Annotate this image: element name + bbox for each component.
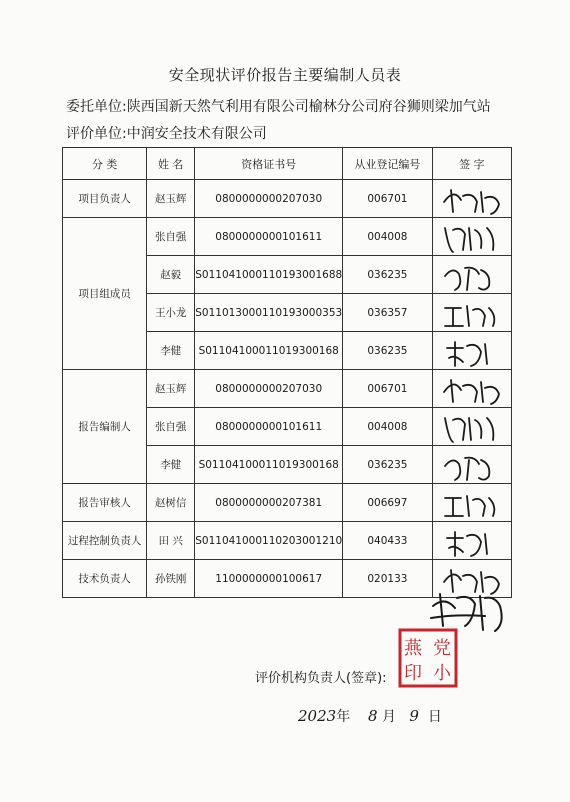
date-month-suffix: 月 [382,709,396,725]
date-day-suffix: 日 [427,709,442,725]
table-row [63,522,512,560]
table-row [63,218,512,256]
name-cell: 李健 [147,446,195,484]
header-signature: 签 字 [432,148,511,180]
reg-cell: 006701 [343,180,432,218]
signature-cell [432,370,511,408]
header-category: 分 类 [63,148,147,180]
cert-cell: 0800000000101611 [195,408,343,446]
name-cell: 李健 [147,332,195,370]
category-cell: 项目组成员 [63,218,147,370]
signature-mark [439,220,505,254]
name-cell: 赵树信 [147,484,195,522]
name-cell: 孙铁刚 [147,560,195,598]
date-year-suffix: 年 [336,709,351,725]
name-cell: 张自强 [147,408,195,446]
signature-cell [432,218,511,256]
signature-cell [432,332,511,370]
signature-cell [432,294,511,332]
svg-text:印: 印 [404,663,422,684]
evaluator-label: 评价单位: [66,126,127,142]
reg-cell: 036235 [343,446,432,484]
signature-mark [439,334,505,368]
client-value: 陕西国新天然气利用有限公司榆林分公司府谷狮则梁加气站 [126,99,491,115]
date-day: 9 [409,707,419,725]
cert-cell: 0800000000101611 [195,218,343,256]
cert-cell: 1100000000100617 [195,560,343,598]
staff-table [62,147,512,598]
category-cell: 报告编制人 [63,370,147,484]
reg-cell: 006697 [343,484,432,522]
name-cell: 王小龙 [147,294,195,332]
table-row [63,180,512,218]
category-cell: 技术负责人 [63,560,147,598]
cert-cell: 0800000000207381 [195,484,343,522]
page-title: 安全现状评价报告主要编制人员表 [168,66,402,84]
table-row [63,484,512,522]
client-line [66,96,491,116]
signature-cell [432,256,511,294]
name-cell: 田 兴 [147,522,195,560]
client-label: 委托单位: [66,99,127,115]
signature-cell [432,522,511,560]
cert-cell: 0800000000207030 [195,370,343,408]
signature-cell [432,484,511,522]
reg-cell: 036235 [343,332,432,370]
cert-cell: S01104100011019300168 [195,446,343,484]
category-cell: 项目负责人 [63,180,147,218]
signature-cell [432,408,511,446]
reg-cell: 004008 [343,408,432,446]
header-name: 姓 名 [147,148,195,180]
category-cell: 报告审核人 [63,484,147,522]
cert-cell: 0800000000207030 [195,180,343,218]
evaluator-value: 中润安全技术有限公司 [126,126,267,142]
reg-cell: 036357 [343,294,432,332]
name-cell: 张自强 [147,218,195,256]
reg-cell: 040433 [343,522,432,560]
responsible-label: 评价机构负责人(签章): [255,671,387,686]
cert-cell: S011041000110193001688 [195,256,343,294]
date-month: 8 [368,707,378,725]
date-year: 2023 [298,707,337,725]
signature-mark [439,410,505,444]
cert-cell: S011013000110193000353 [195,294,343,332]
table-header-row [63,148,512,180]
header-cert: 资格证书号 [195,148,343,180]
table-row [63,370,512,408]
signature-mark [439,486,505,520]
signature-mark [439,182,505,216]
name-cell: 赵玉辉 [147,370,195,408]
table-body [63,180,512,598]
date-line [298,706,442,726]
signature-mark [439,448,505,482]
svg-text:党: 党 [433,638,451,659]
reg-cell: 036235 [343,256,432,294]
reg-cell: 020133 [343,560,432,598]
official-seal [398,628,458,688]
name-cell: 赵毅 [147,256,195,294]
signature-mark [439,524,505,558]
signature-cell [432,446,511,484]
category-cell: 过程控制负责人 [63,522,147,560]
svg-text:小: 小 [433,663,451,684]
cert-cell: S01104100011019300168 [195,332,343,370]
director-signature [425,586,515,636]
reg-cell: 004008 [343,218,432,256]
reg-cell: 006701 [343,370,432,408]
name-cell: 赵玉辉 [147,180,195,218]
evaluator-line [66,123,267,143]
signature-mark [439,372,505,406]
svg-text:燕: 燕 [404,638,422,659]
signature-cell [432,180,511,218]
cert-cell: S011041000110203001210 [195,522,343,560]
header-reg: 从业登记编号 [343,148,432,180]
signature-mark [439,258,505,292]
signature-mark [439,296,505,330]
